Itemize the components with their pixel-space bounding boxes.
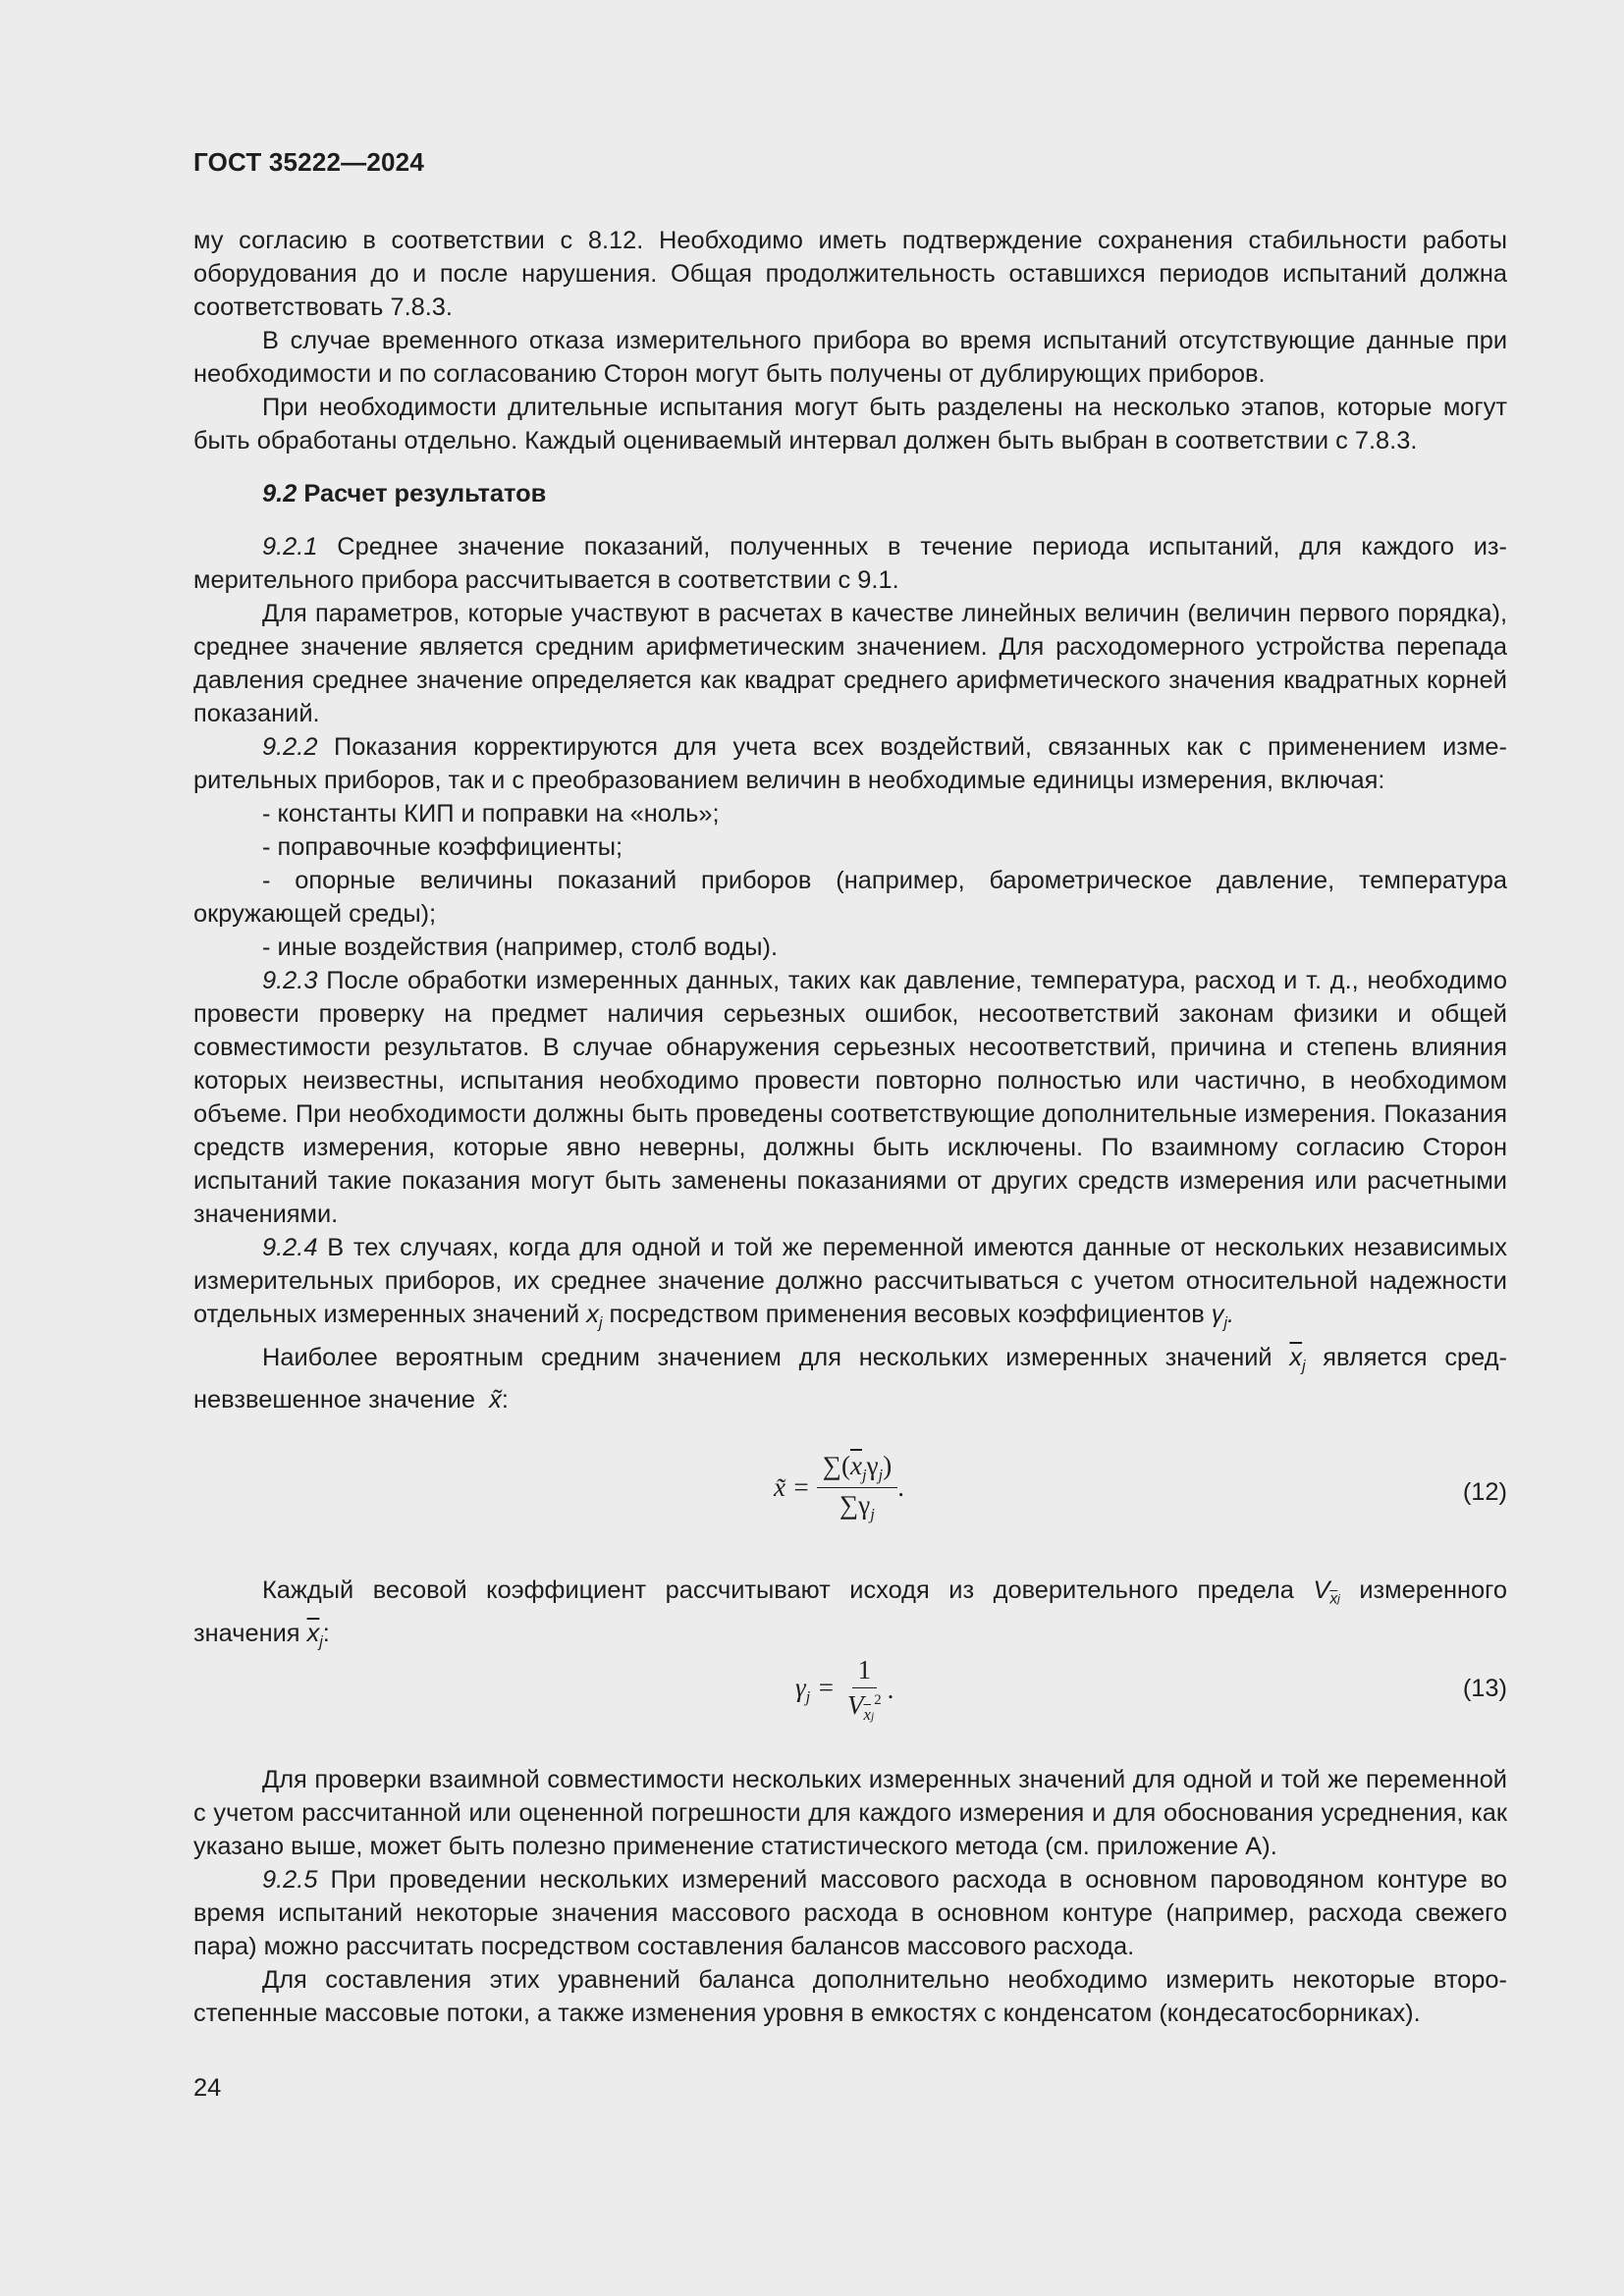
paragraph: Для составления этих уравнений баланса дополнительно необходимо измерить некоторые второстепенные массовые потоки, а также изменения уровня в емкостях с конденсатом (кондесатосборниках). bbox=[193, 1966, 1507, 2027]
equation-number: (13) bbox=[1462, 1675, 1507, 1702]
text-block-weight bbox=[193, 1574, 1507, 1659]
equation-13: $\gamma_j$ = $\frac{1}{V_{\overline{x}j}^2}$ . bbox=[795, 1655, 894, 1724]
paragraph: Для проверки взаимной совместимости нескольких измеренных значений для одной и той же переменной с учетом рассчитанной или оцененной погрешности для каждого измерения и для обоснования усреднения, как указано выше, может быть полезно применение статистического метода (см. приложение А). bbox=[193, 1766, 1507, 1860]
math-x-j: $x_j$ bbox=[586, 1301, 603, 1332]
paragraph-text: является средневзвешенное значение bbox=[193, 1343, 1507, 1414]
numerator: 1 bbox=[852, 1655, 878, 1688]
clause-number: 9.2.5 bbox=[262, 1866, 318, 1894]
clause-text: Показания корректируются для учета всех воздействий, связанных как с применением измерительных приборов, так и с преобразованием величин в необходимые единицы измерения, включая: bbox=[193, 733, 1507, 794]
equation-12: x̃ = $\frac{\sum(\overline{x}_j\gamma_j)}{\sum\gamma_j}$ . bbox=[774, 1451, 904, 1523]
math-gamma-j: $\gamma_j$. bbox=[1211, 1301, 1235, 1332]
clause-number: 9.2.3 bbox=[262, 967, 318, 994]
equation-number: (12) bbox=[1462, 1478, 1507, 1506]
text-block-main bbox=[193, 224, 1507, 1416]
text-block-end bbox=[193, 1763, 1507, 2030]
clause-9-2-4 bbox=[193, 1231, 1507, 1341]
paragraph: В случае временного отказа измерительного прибора во время испытаний отсутствующие данные при необходимости и по согласованию Сторон могут быть получены от дублирующих приборов. bbox=[193, 327, 1507, 388]
math-xbar-j: $\overline{x}$ bbox=[1289, 1343, 1303, 1371]
list-item: - иные воздействия (например, столб воды). bbox=[262, 934, 778, 961]
paragraph: При необходимости длительные испытания могут быть разделены на несколько этапов, которые могут быть обработаны отдельно. Каждый оцениваемый интервал должен быть выбран в соответствии с 7.8.3. bbox=[193, 394, 1507, 454]
clause-number: 9.2.2 bbox=[262, 733, 318, 761]
paragraph: му согласию в соответствии с 8.12. Необходимо иметь подтверждение сохранения стабильности работы оборудования до и после нарушения. Общая продолжительность оставшихся периодов испытаний должна соответствовать 7.8.3. bbox=[193, 227, 1507, 321]
page-number: 24 bbox=[193, 2074, 222, 2102]
clause-text: Среднее значение показаний, полученных в течение периода испытаний, для каждого измерительного прибора рассчитывается в соответствии с 9.1. bbox=[193, 533, 1507, 594]
list-item: - константы КИП и поправки на «ноль»; bbox=[262, 800, 720, 828]
clause-9-2-5 bbox=[193, 1863, 1507, 1963]
list-item: - опорные величины показаний приборов (например, барометрическое давление, температура окружающей среды); bbox=[193, 867, 1507, 928]
clause-text: посредством применения весовых коэффициентов bbox=[609, 1301, 1205, 1328]
math-x-tilde: x̃ bbox=[482, 1386, 502, 1414]
paragraph-text: измеренного значения bbox=[193, 1576, 1507, 1647]
clause-text: После обработки измеренных данных, таких как давление, температура, расход и т. д., необходимо провести проверку на предмет наличия серьезных ошибок, несоответствий законам физики и общей совместимости результатов. В случае обнаружения серьезных несоответствий, причина и степень влияния которых неизвестны, испытания необходимо провести повторно полностью или частично, в необходимом объеме. При необходимости должны быть проведены соответствующие дополнительные измерения. Показания средств измерения, которые явно неверны, должны быть исключены. По взаимному согласию Сторон испытаний такие показания могут быть заменены показаниями от других средств измерения или расчетными значениями. bbox=[193, 967, 1507, 1228]
paragraph: Для параметров, которые участвуют в расчетах в качестве линейных величин (величин первого порядка), среднее значение является средним арифметическим значением. Для расходомерного устройства перепада давления среднее значение определяется как квадрат среднего арифметического значения квадратных корней показаний. bbox=[193, 600, 1507, 727]
clause-9-2-2 bbox=[193, 730, 1507, 797]
clause-text: При проведении нескольких измерений массового расхода в основном пароводяном контуре во время испытаний некоторые значения массового расхода в основном контуре (например, расхода свежего пара) можно рассчитать посредством составления балансов массового расхода. bbox=[193, 1866, 1507, 1960]
paragraph: Наиболее вероятным средним значением для нескольких измеренных значений $\overline{x}_j$ является средневзвешенное значение x̃: bbox=[193, 1343, 1507, 1414]
section-heading bbox=[193, 477, 1507, 510]
clause-number: 9.2.4 bbox=[262, 1234, 318, 1261]
standard-header: ГОСТ 35222—2024 bbox=[193, 147, 424, 177]
math-xbar-j: $\overline{x}$ bbox=[306, 1619, 320, 1647]
clause-9-2-3 bbox=[193, 964, 1507, 1231]
list-item: - поправочные коэффициенты; bbox=[262, 833, 623, 861]
paragraph: Каждый весовой коэффициент рассчитывают исходя из доверительного предела $V_{\overline{x}j}$ измеренного значения $\overline{x}_j$: bbox=[193, 1576, 1507, 1650]
clause-number: 9.2.1 bbox=[262, 533, 318, 561]
clause-text: В тех случаях, когда для одной и той же переменной имеются данные от нескольких независимых измерительных приборов, их среднее значение должно рассчитываться с учетом относительной надежности отдельных измеренных значений bbox=[193, 1234, 1507, 1328]
section-title: Расчет результатов bbox=[303, 480, 547, 507]
clause-9-2-1 bbox=[193, 530, 1507, 597]
paragraph-text: Наиболее вероятным средним значением для нескольких измеренных значений bbox=[262, 1343, 1272, 1371]
paragraph-text: Каждый весовой коэффициент рассчитывают исходя из доверительного предела bbox=[262, 1576, 1294, 1604]
math-v-xbar-j: $V_{\overline{x}j}$ bbox=[1313, 1576, 1340, 1608]
section-number: 9.2 bbox=[262, 480, 298, 507]
